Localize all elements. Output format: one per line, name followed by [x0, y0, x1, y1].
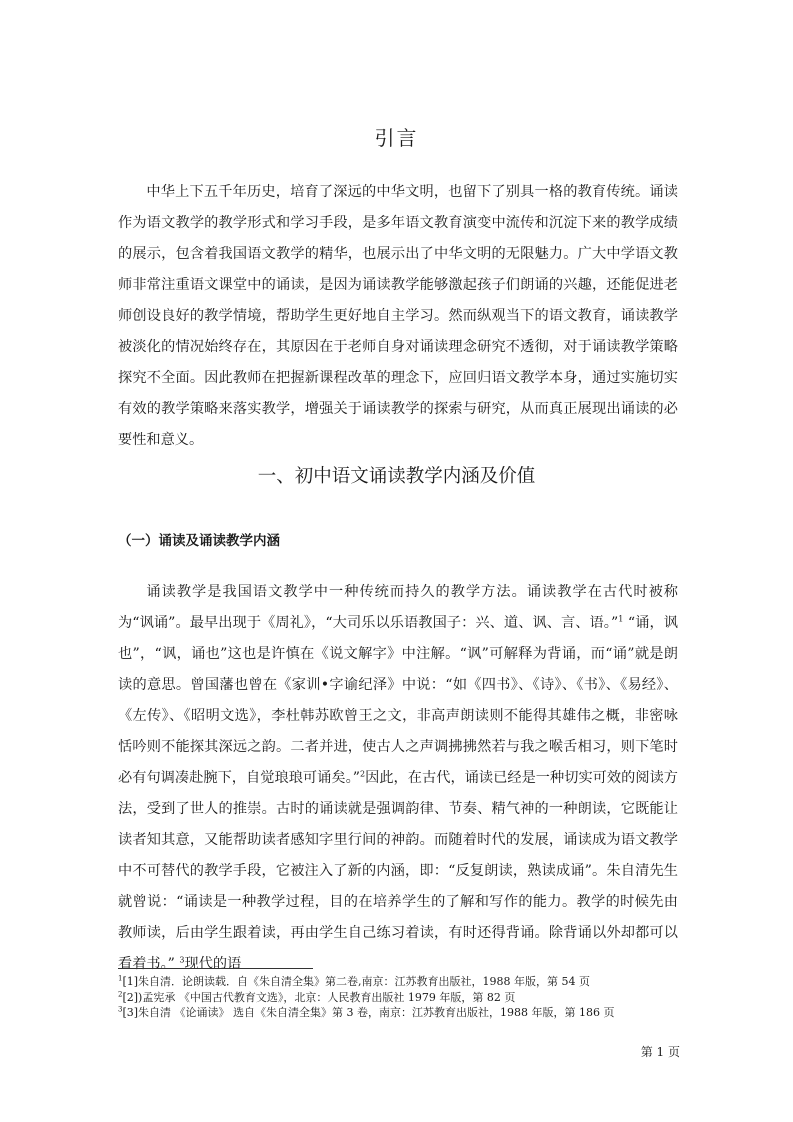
footnote-text: [3]朱自清 《论诵读》 选自《朱自清全集》第 3 卷，南京：江苏教育出版社，1988 年版，第 186 页: [122, 1006, 615, 1019]
paragraph-text-segment: 现代的语: [184, 956, 242, 972]
page-title: 引言: [374, 126, 419, 150]
paragraph-text-segment: “诵，讽也”，“讽，诵也”这也是许慎在《说文解字》中注解。“讽”可解释为背诵，而“诵”就是朗读的意思。曾国藩也曾在《家训•字谕纪泽》中说：“如《四书》、《诗》、《书》、《易经》、《左传》、《昭明文选》，李杜韩苏欧曾王之文，非高声朗读则不能得其雄伟之概，非密咏恬吟则不能探其深远之韵。二者并进，使古人之声调拂拂然若与我之喉舌相习，则下笔时必有句调凑赴腕下，自觉琅琅可诵矣。”: [118, 615, 678, 786]
subsection-heading: （一）诵读及诵读教学内涵: [118, 533, 280, 549]
footnote-text: [2])孟宪承 《中国古代教育文选》，北京：人民教育出版社 1979 年版，第 82 页: [122, 990, 516, 1004]
footnote-reference: 1: [618, 614, 624, 624]
footnote-number: 1: [118, 974, 123, 983]
footnote-number: 2: [118, 989, 123, 998]
footnote-separator: [118, 968, 313, 969]
paragraph-text-segment: 因此，在古代，诵读已经是一种切实可效的阅读方法，受到了世人的推崇。古时的诵读就是强调韵律、节奏、精气神的一种朗读，它既能让读者知其意，又能帮助读者感知字里行间的神韵。而随着时代的发展，诵读成为语文教学中不可替代的教学手段，它被注入了新的内涵，即：“反复朗读，熟读成诵”。朱自清先生就曾说：“诵读是一种教学过程，目的在培养学生的了解和写作的能力。教学的时候先由教师读，后由学生跟着读，再由学生自己练习着读，有时还得背诵。除背诵以外却都可以看着书。”: [118, 770, 678, 972]
footnote-item: [118, 1005, 698, 1021]
footnote-reference: 2: [359, 769, 366, 779]
paragraph-text-segment: 诵读教学是我国语文教学中一种传统而持久的教学方法。诵读教学在古代时被称为“讽诵”。最早出现于《周礼》，“大司乐以乐语教国子：兴、道、讽、言、语。”: [118, 584, 678, 631]
footnote-reference: 3: [179, 955, 185, 965]
section-heading: 一、初中语文诵读教学内涵及价值: [257, 466, 536, 487]
footnote-number: 3: [118, 1005, 123, 1014]
page-number: 第 1 页: [640, 1045, 680, 1059]
intro-paragraph: 中华上下五千年历史，培育了深远的中华文明，也留下了别具一格的教育传统。诵读作为语文教学的教学形式和学习手段，是多年语文教育演变中流传和沉淀下来的教学成绩的展示，包含着我国语文教学的精华，也展示出了中华文明的无限魅力。广大中学语文教师非常注重语文课堂中的诵读，是因为诵读教学能够激起孩子们朗诵的兴趣，还能促进老师创设良好的教学情境，帮助学生更好地自主学习。然而纵观当下的语文教育，诵读教学被淡化的情况始终存在，其原因在于老师自身对诵读理念研究不透彻，对于诵读教学策略探究不全面。因此教师在把握新课程改革的理念下，应回归语文教学本身，通过实施切实有效的教学策略来落实教学，增强关于诵读教学的探索与研究，从而真正展现出诵读的必要性和意义。: [118, 184, 678, 448]
footnote-item: [118, 974, 698, 990]
footnote-text: [1]朱自清．论朗读载．自《朱自清全集》第二卷,南京：江苏教育出版社，1988 年版，第 54 页: [122, 975, 591, 988]
footnote-item: [118, 990, 698, 1006]
footnotes: [118, 974, 698, 1021]
